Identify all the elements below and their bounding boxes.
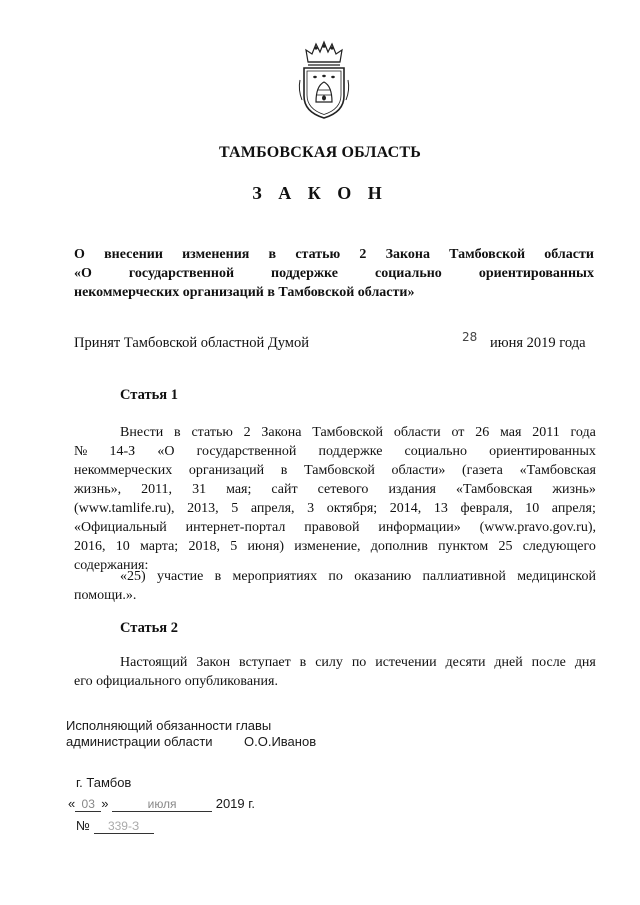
word: статью <box>295 247 341 262</box>
paragraph-line: некоммерческих организаций в Тамбовской области» (газета «Тамбовская <box>74 463 596 478</box>
title-line <box>74 264 594 283</box>
paragraph-line: содержания: <box>74 558 149 573</box>
paragraph-line: Внести в статью 2 Закона Тамбовской области от 26 мая 2011 года <box>120 425 596 440</box>
word: Тамбовской <box>449 247 526 262</box>
word: в <box>268 247 277 262</box>
tambov-coat-of-arms-icon <box>296 40 352 120</box>
number-label: № <box>76 818 90 833</box>
word: Закона <box>385 247 430 262</box>
position-line: Исполняющий обязанности главы <box>66 718 272 733</box>
date-day: 03 <box>75 797 101 812</box>
article-1-paragraph <box>74 423 596 575</box>
article-1-heading: Статья 1 <box>120 387 178 403</box>
word: изменения <box>182 247 250 262</box>
word: внесении <box>104 247 163 262</box>
number-value: 339-З <box>94 819 154 834</box>
paragraph-line: жизнь», 2011, 31 мая; сайт сетевого издания «Тамбовская жизнь» <box>74 482 596 497</box>
paragraph-line: 2016, 10 марта; 2018, 5 июня) изменение, дополнив пунктом 25 следующего <box>74 539 596 554</box>
word: государственной <box>128 266 235 281</box>
date-month: июля <box>112 797 212 812</box>
law-title <box>74 245 594 302</box>
signing-date <box>68 796 255 812</box>
adoption-date: июня 2019 года <box>490 335 586 351</box>
word: О <box>74 247 85 262</box>
signatory-name: О.О.Иванов <box>244 734 317 749</box>
word: ориентированных <box>478 266 594 281</box>
title-line: некоммерческих организаций в Тамбовской области» <box>74 285 415 300</box>
word: поддержке <box>271 266 338 281</box>
title-line <box>74 245 594 264</box>
word: «О <box>74 266 92 281</box>
paragraph-line: № 14-З «О государственной поддержке социально ориентированных <box>74 444 596 459</box>
document-type-heading: З А К О Н <box>252 183 388 203</box>
paragraph-line: его официального опубликования. <box>74 674 278 689</box>
city: г. Тамбов <box>76 775 132 790</box>
date-year: 2019 г. <box>215 796 256 811</box>
paragraph-line: (www.tamlife.ru), 2013, 5 апреля, 3 октября; 2014, 13 февраля, 10 апреля; <box>74 501 596 516</box>
adoption-day-handwritten: 28 <box>462 330 478 344</box>
paragraph-line: помощи.». <box>74 588 137 603</box>
paragraph-line: «25) участие в мероприятиях по оказанию паллиативной медицинской <box>120 569 596 584</box>
article-1-new-point <box>74 567 596 605</box>
adoption-text: Принят Тамбовской областной Думой <box>74 335 309 351</box>
article-2-heading: Статья 2 <box>120 620 178 636</box>
article-2-paragraph <box>74 653 596 691</box>
signatory-position <box>66 718 271 750</box>
word: области <box>544 247 594 262</box>
paragraph-line: Настоящий Закон вступает в силу по истечении десяти дней после дня <box>120 655 596 670</box>
position-line: администрации области <box>66 734 213 749</box>
word: социально <box>375 266 442 281</box>
region-heading: ТАМБОВСКАЯ ОБЛАСТЬ <box>218 144 422 161</box>
quote-open: « <box>68 796 76 811</box>
law-number <box>76 818 154 834</box>
quote-close: » <box>101 796 109 811</box>
paragraph-line: «Официальный интернет-портал правовой информации» (www.pravo.gov.ru), <box>74 520 596 535</box>
word: 2 <box>359 247 367 262</box>
